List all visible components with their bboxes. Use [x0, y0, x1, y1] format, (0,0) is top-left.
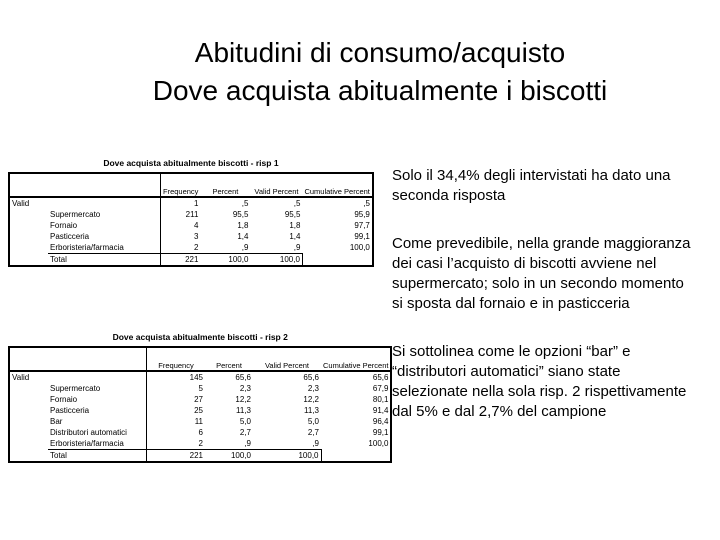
table-row: Valid 145 65,6 65,6 65,6: [9, 371, 391, 383]
table-2-header-valid-percent: Valid Percent: [253, 347, 321, 371]
table-row: Bar 11 5,0 5,0 96,4: [9, 416, 391, 427]
table-row: Distributori automatici 6 2,7 2,7 99,1: [9, 427, 391, 438]
table-row-total: Total 221 100,0 100,0: [9, 254, 373, 267]
table-row-total: Total 221 100,0 100,0: [9, 450, 391, 463]
frequency-table-2: [8, 332, 392, 463]
table-row: Supermercato 211 95,5 95,5 95,9: [9, 209, 373, 220]
table-2-header-cumulative: Cumulative Percent: [321, 347, 391, 371]
table-row: Erboristeria/farmacia 2 ,9 ,9 100,0: [9, 438, 391, 450]
table-1-header-cumulative: Cumulative Percent: [302, 173, 372, 197]
table-row: Pasticceria 25 11,3 11,3 91,4: [9, 405, 391, 416]
commentary-paragraph-3: Si sottolinea come le opzioni “bar” e “distributori automatici” siano state selezionate nella sola risp. 2 rispettivamente dal 5% e dal 2,7% del campione: [392, 343, 687, 420]
slide-title: [0, 34, 720, 110]
table-row: Supermercato 5 2,3 2,3 67,9: [9, 383, 391, 394]
table-2-header-frequency: Frequency: [147, 347, 206, 371]
commentary-paragraph-1: Solo il 34,4% degli intervistati ha dato una seconda risposta: [392, 167, 671, 204]
title-line-2: Dove acquista abitualmente i biscotti: [152, 75, 608, 106]
table-row: Fornaio 4 1,8 1,8 97,7: [9, 220, 373, 231]
table-2-grid: [8, 346, 392, 463]
table-2-section-label: Valid: [9, 371, 48, 383]
table-1-grid: [8, 172, 374, 267]
frequency-table-1: [8, 158, 374, 267]
table-row: Pasticceria 3 1,4 1,4 99,1: [9, 231, 373, 242]
table-1-header-frequency: Frequency: [161, 173, 201, 197]
commentary-text: [392, 166, 692, 450]
table-row: Fornaio 27 12,2 12,2 80,1: [9, 394, 391, 405]
table-1-header-percent: Percent: [200, 173, 250, 197]
table-1-header-valid-percent: Valid Percent: [250, 173, 302, 197]
table-row: Erboristeria/farmacia 2 ,9 ,9 100,0: [9, 242, 373, 254]
table-row: Valid 1 ,5 ,5 ,5: [9, 197, 373, 209]
table-2-caption: Dove acquista abitualmente biscotti - risp 2: [112, 332, 288, 342]
table-1-caption: Dove acquista abitualmente biscotti - risp 1: [103, 158, 279, 168]
title-line-1: Abitudini di consumo/acquisto: [194, 37, 566, 68]
table-1-section-label: Valid: [9, 197, 48, 209]
commentary-paragraph-2: Come prevedibile, nella grande maggioranza dei casi l’acquisto di biscotti avviene nel supermercato; solo in un secondo momento si sposta dal fornaio e in pasticceria: [392, 235, 691, 312]
table-2-header-percent: Percent: [205, 347, 253, 371]
